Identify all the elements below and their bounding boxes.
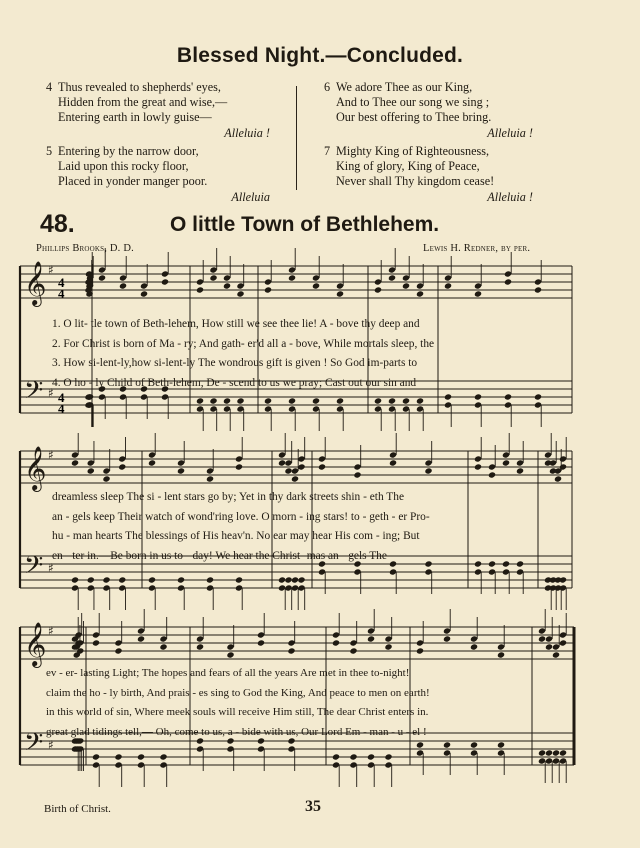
bass-time-top: 4 (58, 390, 65, 405)
sharp-icon: ♯ (48, 561, 54, 575)
note-head (443, 635, 451, 642)
note-head (223, 282, 231, 289)
note-head (416, 397, 424, 404)
note-head (118, 463, 126, 470)
note-head (161, 278, 169, 285)
verse-line: King of glory, King of Peace, (336, 159, 480, 174)
note-head (114, 753, 122, 760)
verse-line: Placed in yonder manger poor. (58, 174, 208, 189)
note-head (349, 647, 357, 654)
verse-line: And to Thee our song we sing ; (336, 95, 490, 110)
note-head (318, 463, 326, 470)
sharp-icon: ♯ (48, 738, 54, 752)
lyrics-system-1 (52, 315, 434, 393)
note-head (554, 475, 562, 482)
note-head (236, 397, 244, 404)
lyric-line: ev - er- lasting Light; The hopes and fears of all the years Are met in thee to-night! (46, 667, 410, 679)
note-head (284, 576, 292, 583)
note-head (367, 635, 375, 642)
sharp-icon: ♯ (48, 263, 54, 277)
verse-line: Mighty King of Righteousness, (336, 144, 490, 158)
note-head (206, 475, 214, 482)
note-head (516, 467, 524, 474)
page-title: Blessed Night.—Concluded. (176, 44, 464, 67)
note-head (497, 741, 505, 748)
treble-time-top: 4 (58, 275, 65, 290)
note-head (545, 749, 553, 756)
note-head (332, 639, 340, 646)
verse-line: We adore Thee as our King, (336, 80, 473, 94)
note-head (474, 560, 482, 567)
treble-time-bottom: 4 (58, 286, 65, 301)
note-head (332, 753, 340, 760)
note-head (336, 397, 344, 404)
bass-clef-icon: 𝄢 (24, 728, 44, 763)
note-head (416, 647, 424, 654)
lyric-line: 2. For Christ is born of Ma - ry; And gath- er'd all a - bove, While mortals sleep, the (52, 337, 435, 350)
note-head (278, 576, 286, 583)
note-head (288, 397, 296, 404)
note-head (148, 459, 156, 466)
note-head (177, 467, 185, 474)
page-number: 35 (305, 798, 321, 815)
hymn-author: Phillips Brooks, D. D. (36, 243, 134, 254)
hymn-title: O little Town of Bethlehem. (170, 213, 440, 236)
verse-number: 7 (324, 144, 331, 158)
note-head (443, 741, 451, 748)
note-head (444, 393, 452, 400)
hymn-number: 48. (40, 210, 75, 238)
lyric-line: 4. O ho - ly Child of Beth-lehem, De - scend to us we pray; Cast out our sin and (52, 376, 417, 389)
note-head (538, 635, 546, 642)
note-head (114, 647, 122, 654)
lyric-line: an - gels keep Their watch of wond'ring love. O morn - ing stars! to - geth - er Pro- (52, 510, 430, 523)
lyric-line: dreamless sleep The si - lent stars go by; Yet in thy dark streets shin - eth The (52, 491, 404, 503)
lyric-line: great glad tidings tell,— Oh, come to us, a - bide with us, Our Lord Em - man - u - el ! (46, 725, 427, 738)
note-head (140, 290, 148, 297)
treble-clef-icon: 𝄞 (24, 446, 47, 490)
note-head (552, 749, 560, 756)
verse-refrain: Alleluia ! (487, 189, 533, 204)
lyrics-system-3 (46, 664, 430, 742)
note-head (349, 753, 357, 760)
verse-line: Our best offering to Thee bring. (336, 110, 492, 125)
bass-time-bottom: 4 (58, 401, 65, 416)
note-head (257, 639, 265, 646)
note-head (559, 576, 567, 583)
note-head (384, 643, 392, 650)
verse-refrain: Alleluia ! (224, 125, 270, 140)
note-head (119, 282, 127, 289)
note-head (402, 282, 410, 289)
note-head (374, 286, 382, 293)
note-head (137, 753, 145, 760)
note-head (388, 274, 396, 281)
sharp-icon: ♯ (48, 386, 54, 400)
note-head (92, 639, 100, 646)
note-head (196, 286, 204, 293)
note-head (284, 467, 292, 474)
verse-line: Hidden from the great and wise,— (58, 95, 228, 110)
note-head (159, 753, 167, 760)
footer-category: Birth of Christ. (44, 803, 111, 815)
note-head (264, 286, 272, 293)
note-head (516, 560, 524, 567)
note-head (502, 560, 510, 567)
note-head (71, 459, 79, 466)
note-head (137, 635, 145, 642)
note-head (102, 576, 110, 583)
note-head (504, 278, 512, 285)
note-head (474, 290, 482, 297)
sharp-icon: ♯ (48, 448, 54, 462)
verse-number: 5 (46, 144, 53, 158)
treble-clef-icon: 𝄞 (24, 622, 47, 666)
note-head (474, 463, 482, 470)
note-head (374, 397, 382, 404)
note-head (264, 397, 272, 404)
note-head (209, 274, 217, 281)
verse-line: Laid upon this rocky floor, (58, 159, 189, 174)
verse-line: Never shall Thy kingdom cease! (336, 174, 495, 189)
note-head (148, 576, 156, 583)
note-head (488, 560, 496, 567)
lyric-line: 1. O lit- tle town of Beth-lehem, How still we see thee lie! A - bove thy deep and (52, 318, 420, 330)
note-head (196, 643, 204, 650)
lyrics-system-2 (52, 488, 430, 566)
note-head (287, 647, 295, 654)
bass-clef-icon: 𝄢 (24, 376, 44, 411)
note-head (416, 290, 424, 297)
note-head (92, 753, 100, 760)
note-head (336, 290, 344, 297)
note-head (474, 393, 482, 400)
note-head (534, 393, 542, 400)
note-head (402, 397, 410, 404)
bass-clef-icon: 𝄢 (24, 551, 44, 586)
note-head (538, 749, 546, 756)
note-head (297, 576, 305, 583)
note-head (87, 467, 95, 474)
note-head (196, 397, 204, 404)
note-head (98, 274, 106, 281)
lyric-line: 3. How si-lent-ly,how si-lent-ly The wondrous gift is given ! So God im-parts to (52, 357, 418, 370)
note-head (488, 471, 496, 478)
verse-number: 4 (46, 80, 53, 94)
note-head (545, 643, 553, 650)
hymn-composer: Lewis H. Redner, by per. (423, 243, 531, 254)
note-head (444, 282, 452, 289)
note-head (159, 643, 167, 650)
treble-clef-icon: 𝄞 (24, 261, 47, 305)
verse-line: Entering by the narrow door, (58, 144, 199, 158)
note-head (71, 576, 79, 583)
note-head (552, 651, 560, 658)
note-head (312, 282, 320, 289)
note-head (206, 576, 214, 583)
note-head (416, 741, 424, 748)
note-head (291, 576, 299, 583)
sharp-icon: ♯ (48, 624, 54, 638)
note-head (278, 459, 286, 466)
note-head (504, 393, 512, 400)
note-head (235, 576, 243, 583)
note-head (291, 475, 299, 482)
note-head (288, 274, 296, 281)
lyric-line: hu - man hearts The blessings of His heav'n. No ear may hear His com - ing; But (52, 530, 420, 543)
note-head (389, 459, 397, 466)
note-head (367, 753, 375, 760)
note-head (353, 471, 361, 478)
note-head (235, 463, 243, 470)
verse-refrain: Alleluia ! (487, 125, 533, 140)
note-head (559, 749, 567, 756)
note-head (177, 576, 185, 583)
note-head (236, 290, 244, 297)
note-head (534, 286, 542, 293)
note-head (497, 651, 505, 658)
verse-refrain: Alleluia (231, 189, 270, 204)
lyric-line: claim the ho - ly birth, And prais - es sing to God the King, And peace to men on earth! (46, 686, 430, 699)
note-head (102, 475, 110, 482)
verse-number: 6 (324, 80, 331, 94)
note-head (223, 397, 231, 404)
verse-line: Entering earth in lowly guise— (58, 110, 212, 125)
lyric-line: en - ter in.—Be born in us to - day! We hear the Christ- mas an - gels The (52, 549, 387, 562)
note-head (209, 397, 217, 404)
note-head (502, 459, 510, 466)
note-head (424, 467, 432, 474)
note-head (470, 643, 478, 650)
note-head (312, 397, 320, 404)
verse-line: Thus revealed to shepherds' eyes, (58, 80, 221, 94)
note-head (559, 639, 567, 646)
note-head (118, 576, 126, 583)
note-head (226, 651, 234, 658)
note-head (388, 397, 396, 404)
note-head (384, 753, 392, 760)
note-head (470, 741, 478, 748)
lyric-line: in this world of sin, Where meek souls will receive Him still, The dear Christ enters in. (46, 706, 429, 719)
note-head (87, 576, 95, 583)
